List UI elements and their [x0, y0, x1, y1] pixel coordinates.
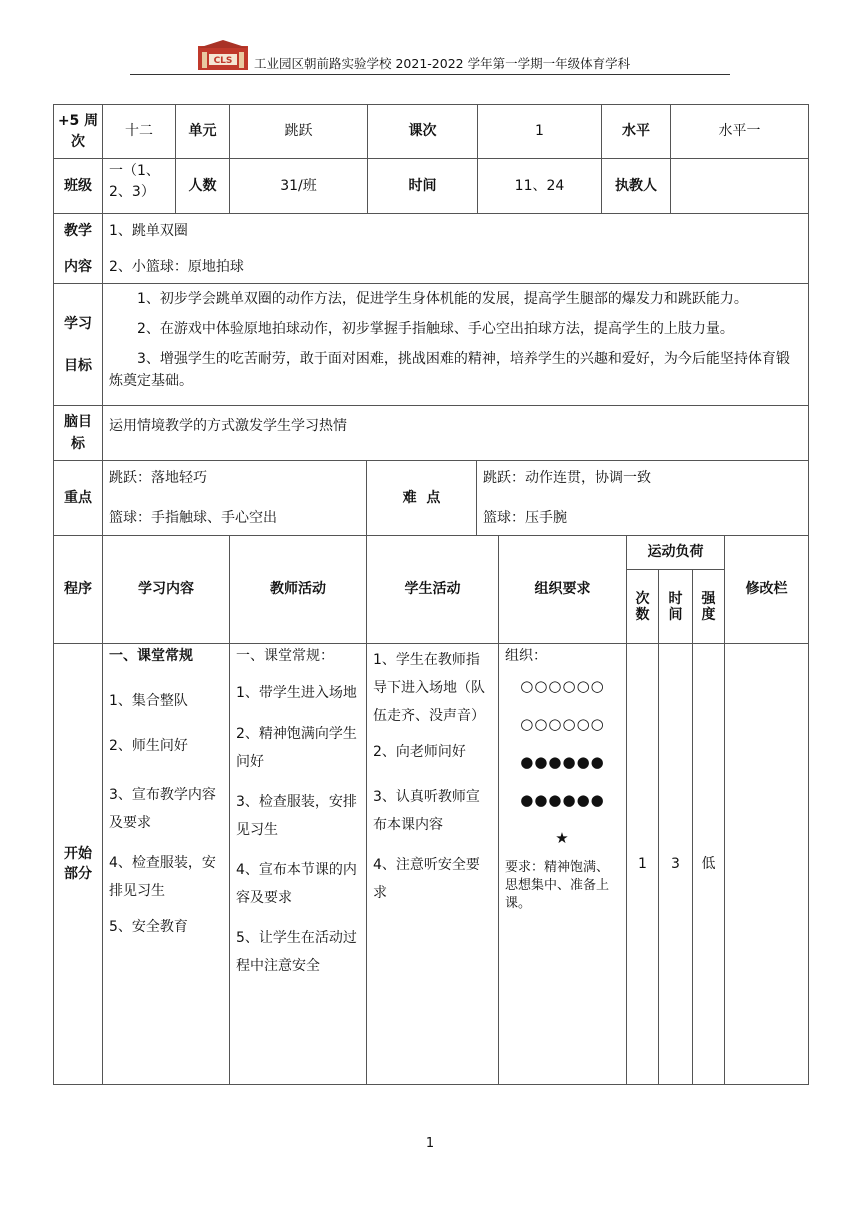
time-value: 11、24 — [478, 159, 602, 214]
start-content-item: 4、检查服装，安排见习生 — [109, 855, 216, 899]
goal-item: 3、增强学生的吃苦耐劳，敢于面对困难，挑战困难的精神，培养学生的兴趣和爱好，为今后能坚持体育锻炼奠定基础。 — [109, 351, 790, 389]
content-label — [54, 214, 103, 284]
difficulty-label: 难 点 — [367, 461, 477, 536]
unit-value: 跳跃 — [230, 105, 368, 159]
class-value: 一（1、2、3） — [103, 159, 176, 214]
student-activity-header: 学生活动 — [367, 536, 499, 644]
level-value: 水平一 — [671, 105, 809, 159]
start-revise-cell — [725, 644, 809, 1085]
teacher-star-icon: ★ — [555, 829, 570, 847]
start-content-item: 1、集合整队 — [109, 693, 188, 709]
start-teacher-item: 2、精神饱满向学生问好 — [236, 726, 357, 770]
key-cell — [103, 461, 367, 536]
svg-text:CLS: CLS — [213, 56, 233, 66]
start-content-item: 3、宣布教学内容及要求 — [109, 787, 216, 831]
goals-label — [54, 284, 103, 406]
start-org-cell — [499, 644, 627, 1085]
teacher-activity-header: 教师活动 — [230, 536, 367, 644]
goals-label-line-2: 目标 — [64, 357, 92, 374]
start-content-cell — [103, 644, 230, 1085]
start-teacher-item: 3、检查服装，安排见习生 — [236, 794, 357, 838]
level-label: 水平 — [602, 105, 671, 159]
content-item: 1、跳单双圈 — [109, 222, 188, 239]
header-title: 工业园区朝前路实验学校 2021-2022 学年第一学期一年级体育学科 — [254, 56, 631, 71]
load-header: 运动负荷 — [627, 536, 725, 570]
formation-row-open: ○○○○○○ — [520, 677, 605, 695]
start-teacher-item: 4、宣布本节课的内容及要求 — [236, 862, 357, 906]
lesson-plan-table — [53, 535, 809, 1085]
start-content-title: 一、课堂常规 — [109, 648, 193, 664]
school-logo — [196, 40, 250, 72]
time-header: 时间 — [659, 570, 693, 644]
start-label-line-2: 部分 — [64, 866, 92, 882]
goal-item: 2、在游戏中体验原地拍球动作，初步掌握手指触球、手心空出拍球方法，提高学生的上肢力量。 — [137, 321, 734, 337]
start-section-label — [54, 644, 103, 1085]
org-header: 组织要求 — [499, 536, 627, 644]
formation-row-filled: ●●●●●● — [520, 791, 605, 809]
start-student-item: 3、认真听教师宣布本课内容 — [373, 789, 480, 833]
lesson-value: 1 — [478, 105, 602, 159]
difficulty-item: 跳跃：动作连贯，协调一致 — [483, 470, 651, 486]
content-item: 2、小篮球：原地拍球 — [109, 258, 244, 275]
start-teacher-cell — [230, 644, 367, 1085]
lesson-info-table — [53, 104, 809, 461]
start-student-item: 4、注意听安全要求 — [373, 857, 480, 901]
formation-row-filled: ●●●●●● — [520, 753, 605, 771]
key-item: 跳跃：落地轻巧 — [109, 470, 207, 486]
class-label: 班级 — [54, 159, 103, 214]
start-times: 1 — [627, 644, 659, 1085]
start-label-line-1: 开始 — [64, 846, 92, 862]
difficulty-cell — [477, 461, 809, 536]
brain-label-line-1: 脑目 — [64, 414, 92, 430]
start-time: 3 — [659, 644, 693, 1085]
start-student-cell — [367, 644, 499, 1085]
start-content-item: 2、师生问好 — [109, 738, 188, 754]
brain-label — [54, 406, 103, 461]
start-student-item: 2、向老师问好 — [373, 744, 466, 760]
revise-header: 修改栏 — [725, 536, 809, 644]
brain-label-line-2: 标 — [71, 436, 85, 452]
start-student-item: 1、学生在教师指导下进入场地（队伍走齐、没声音） — [373, 652, 485, 724]
key-item: 篮球：手指触球、手心空出 — [109, 510, 277, 526]
goal-item: 1、初步学会跳单双圈的动作方法，促进学生身体机能的发展，提高学生腿部的爆发力和跳跃能力。 — [137, 291, 748, 307]
page-number: 1 — [425, 1136, 435, 1151]
lesson-label: 课次 — [368, 105, 478, 159]
header-divider — [130, 74, 730, 75]
formation-row-open: ○○○○○○ — [520, 715, 605, 733]
org-requirement: 要求：精神饱满、思想集中、准备上课。 — [505, 860, 610, 911]
content-header: 学习内容 — [103, 536, 230, 644]
intensity-header: 强度 — [693, 570, 725, 644]
content-cell — [103, 214, 809, 284]
time-label: 时间 — [368, 159, 478, 214]
content-label-line-2: 内容 — [64, 258, 92, 275]
start-teacher-title: 一、课堂常规： — [236, 648, 334, 664]
teacher-value — [671, 159, 809, 214]
unit-label: 单元 — [176, 105, 230, 159]
goals-label-line-1: 学习 — [64, 315, 92, 332]
start-teacher-item: 5、让学生在活动过程中注意安全 — [236, 930, 357, 974]
start-intensity: 低 — [693, 644, 725, 1085]
goals-cell — [103, 284, 809, 406]
difficulty-item: 篮球：压手腕 — [483, 510, 567, 526]
key-points-table — [53, 460, 809, 536]
procedure-header: 程序 — [54, 536, 103, 644]
times-header: 次数 — [627, 570, 659, 644]
count-value: 31/班 — [230, 159, 368, 214]
week-label: +5 周次 — [54, 105, 103, 159]
brain-goal-text: 运用情境教学的方式激发学生学习热情 — [103, 406, 809, 461]
start-content-item: 5、安全教育 — [109, 919, 188, 935]
count-label: 人数 — [176, 159, 230, 214]
org-label: 组织： — [505, 648, 547, 664]
content-label-line-1: 教学 — [64, 222, 92, 239]
start-teacher-item: 1、带学生进入场地 — [236, 685, 357, 701]
week-value: 十二 — [103, 105, 176, 159]
key-label: 重点 — [54, 461, 103, 536]
teacher-label: 执教人 — [602, 159, 671, 214]
